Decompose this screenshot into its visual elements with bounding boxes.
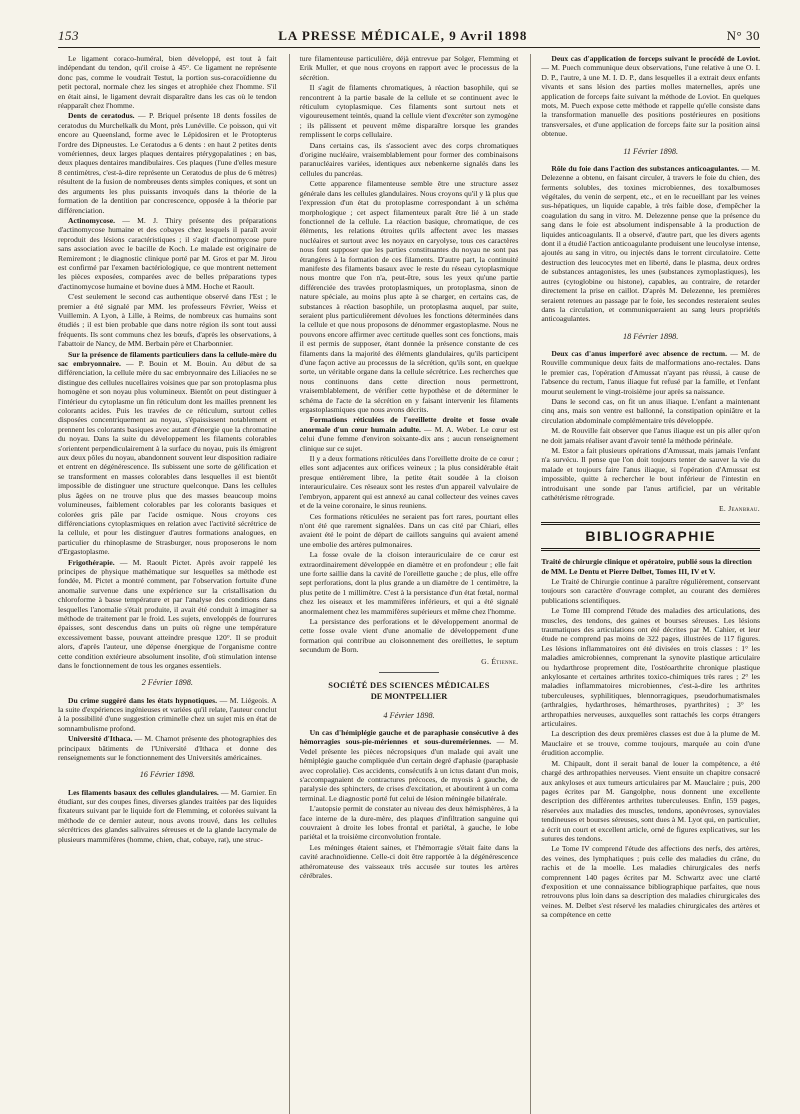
section-heading: Les filaments basaux des cellules glandulaires. [68, 787, 219, 797]
section-body: — M. Chamot présente des photographies des principaux bâtiments de l'Université d'Ithaca et donne des renseignements sur le fonctionnement des Universités américaines. [58, 734, 277, 763]
paragraph [58, 216, 277, 291]
author-signature: G. Étienne. [481, 656, 519, 666]
section-body: — M. A. Weber. Le cœur est celui d'une femme d'environ soixante-dix ans ; aucun renseignement clinique sur ce sujet. [299, 424, 519, 453]
society-title: SOCIÉTÉ DES SCIENCES MÉDICALES [328, 681, 490, 690]
paragraph: La description des deux premières classes est due à la plume de M. Mauclaire et se trouve, comme toujours, marquée au coin d'une érudition accomplie. [541, 729, 760, 758]
section-body: — M. Garnier. En étudiant, sur des coupes fines, diverses glandes traitées par des liquides fixateurs suivant par le liquide fort de Flemming, et colorées suivant la méthode de ce dernier auteur, nous avons trouvé, dans les cellules sécrétrices des glandes salivaires séreuses et de la glande lacrymale de plusieurs mammifères (homme, chien, chat, cobaye, rat), une struc- [58, 787, 277, 844]
paragraph: Le Tome IV comprend l'étude des affections des nerfs, des artères, des veines, des lymphatiques ; puis celle des maladies du crâne, du rachis et de la moelle. Les maladies chirurgicales des nerfs comprennent 140 pages écrites par M. Schwartz avec une clarté d'exposition et une connaissance bibliographique parfaites, que nous retrouvons plus loin dans sa description des maladies chirurgicales des veines. M. Delbet s'est réservé les maladies chirurgicales des artères et sa compétence en cette [541, 844, 760, 920]
section-body: — P. Bouin et M. Bouin. Au début de sa différenciation, la cellule mère du sac embryonnaire des Liliacées ne se distingue des cellules nucellaires voisines que par son protoplasma plus homogène et son noyau plus volumineux. Bientôt on peut distinguer à l'intérieur du cytoplasme un fin réticulum dont les mailles prennent les colorants acides. Puis les travées de ce réticulum, surtout celles disposées concentriquement au noyau, s'épaississent notablement et prennent les colorants basiques avec autant d'énergie que la chromatine du noyau. Dans la suite du développement les filaments colorables s'orientent perpendiculairement à la surface du noyau, puis ils émigrent aux deux pôles du noyau, abandonnent souvent leur disposition radiaire et entrent en dégénérescence. Ils subissent une sorte de gélification et se transforment en masses colorables dans lesquelles il est bientôt impossible de distinguer une structure quelconque. Dans les cellules plus âgées on ne trouve plus que des masses beaucoup moins volumineuses, faiblement colorables par les colorants basiques et colorées gris pâle par l'acide osmique. Nous croyons ces différenciations cytoplasmiques en relation avec l'activité sécrétrice de la cellule, et pour les distinguer d'autres formations analogues, en particulier du rhinoplasme de Strasburger, nous proposerons le nom d'Ergastoplasme. [58, 359, 277, 557]
page-number: 153 [58, 28, 79, 43]
section-heading: Sur la présence de filaments particuliers dans la cellule-mère du sac embryonnaire. [58, 349, 277, 368]
paragraph: C'est seulement le second cas authentique observé dans l'Est ; le premier a été signalé par MM. les professeurs Février, Weiss et Vuillemin. A Lyon, à Lille, à Reims, de nombreux cas humains sont étudiés ; il est bien probable que dans notre région ils sont tout aussi fréquents. Ils sont communs chez les bœufs, d'après les observations, à l'abattoir de Nancy, de MM. Berbain père et Charbonnier. [58, 292, 277, 349]
section-heading: Université d'Ithaca. [68, 734, 133, 744]
column-1 [58, 54, 277, 1114]
paragraph [300, 728, 519, 803]
paragraph: Il y a deux formations réticulées dans l'oreillette droite de ce cœur ; elles sont adjacentes aux orifices veineux ; la plus considérable était presque entièrement libre, la petite était soudée à la cloison interauriculaire. Ces réseaux sont les restes d'un appareil valvulaire de l'embryon, apparent qui est annexé au canal collecteur des veines caves et de la veine coronaire, le sinus reuniens. [299, 454, 519, 511]
paragraph: L'autopsie permit de constater au niveau des deux hémisphères, à la face interne de la dure-mère, des plaques d'infiltration sanguine qui couvraient à droite les lobes frontal et pariétal, à gauche, le lobe pariétal et la troisième circonvolution frontale. [299, 804, 519, 842]
section-body: — M. Raoult Pictet. Après avoir rappelé les principes de physique mathématique sur lesquelles sa méthode est fondée, M. Pictet a montré comment, par l'observation fortuite d'une anomalie survenue dans une expérience sur la cristallisation du chloroforme à basse température et par l'analyse des conditions dans lesquelles l'anomalie s'était produite, il avait été conduit à imaginer sa méthode de traitement par le froid. Les sujets, enveloppés de fourrures épaisses, sont descendus dans un puits où règne une température excessivement basse, pouvant atteindre presque 120°. Il se produit alors, d'après l'auteur, une dépense énergique de l'organisme contre cette condition extérieure absolument insolite, d'où stimulation intense dans le fonctionnement de tous les organes essentiels. [58, 557, 277, 670]
bibliography-heading: BIBLIOGRAPHIE [541, 522, 760, 551]
paragraph: Le Traité de Chirurgie continue à paraître régulièrement, conservant toujours son caractère d'ouvrage complet, au courant des dernières publications scientifiques. [541, 576, 760, 605]
section-body: — M. Delezenne a obtenu, en faisant circuler, à travers le foie du chien, des ferments solubles, des toxines microbiennes, des toxalbumoses végétales, du venin de serpent, etc., et en le recueillant par les veines sus-hépatiques, un liquide capable, à très faible dose, d'empêcher la coagulation du sang in vitro. M. Delezenne pense que la présence du sang dans le foie est absolument indispensable à la production de liquides anticoagulants. Il a observé, d'autre part, que les divers agents dont il a étudié l'action anticoagulante produisent une leucolyse intense, ajoutés au sang in vitro, ou injectés dans le torrent circulatoire. Cette destruction des leucocytes met en liberté, dans le plasma, deux ordres de substances antagonistes, les unes (substances zymoplastiques), les autres (cytoglobine ou histone), capables, au contraire, de retarder directement la prise en caillot. D'après M. Delezenne, les premières seraient retenues au passage par le foie, les secondes resteraient seules dans la circulation, et communiqueraient au sang leurs propriétés anticoagulantes. [541, 163, 760, 324]
society-city: DE MONTPELLIER [370, 692, 448, 702]
paragraph [300, 415, 519, 453]
author-signature: E. Jeanbrau. [718, 504, 760, 514]
divider [379, 672, 439, 673]
book-title: Traité de chirurgie clinique et opératoire, publié sous la direction de MM. Le Dentu et Pierre Delbet, Tomes III, IV et V. [541, 557, 752, 576]
paragraph [58, 734, 277, 762]
paragraph: M. Chipault, dont il serait banal de louer la compétence, a été chargé des arthropathies nerveuses. Vient ensuite un chapitre consacré aux ankyloses et aux tumeurs articulaires par M. Mauclaire ; puis, 200 pages écrites par M. Gangolphe, nous donnent une excellente description des différentes arthrites tuberculeuses. Enfin, 159 pages, réservées aux maladies des muscles, tendons, aponévroses, synoviales tendineuses et bourses séreuses, sont dues à M. Lyot qui, en particulier, a écrit un court et excellent article, orné de figures explicatives, sur les sutures des tendons. [541, 758, 760, 843]
paragraph [541, 349, 760, 396]
paragraph: La persistance des perforations et le développement anormal de cette fosse ovale vient d'une anomalie de développement d'une formation qui contribue au cloisonnement des oreillettes, le septum secundum de Born. [299, 616, 519, 655]
paragraph: Dans certains cas, ils s'associent avec des corps chromatiques d'origine nucléaire, vraisemblablement pour former des combinaisons paranucléaires variées, identiques aux nebenkerne signalés dans les cellules du pancréas. [299, 140, 519, 178]
issue-number: N° 30 [726, 28, 760, 43]
section-heading: Rôle du foie dans l'action des substances anticoagulantes. [551, 163, 740, 173]
paragraph: La fosse ovale de la cloison interauriculaire de ce cœur est extraordinairement développée en diamètre et en profondeur ; elle fait une forte saillie dans la cavité de l'oreillette gauche ; de plus, elle offre sept perforations, dont la plus grande a un diamètre de 1 centimètre, la plus petite de 1 millimètre. C'est à la persistance d'un état fœtal, normal chez les oiseaux et les mammifères inférieurs, et qui a été signalé anormalement chez les mammifères supérieurs et même chez l'homme. [299, 550, 519, 616]
session-date: 4 Février 1898. [383, 710, 435, 720]
paragraph [58, 350, 277, 557]
journal-title: LA PRESSE MÉDICALE, 9 Avril 1898 [278, 28, 528, 43]
column-2 [289, 54, 519, 1114]
paragraph: Cette apparence filamenteuse semble être une structure assez générale dans les cellules glandulaires. Nous croyons qu'il y là plus que l'expression d'un état du protoplasme correspondant à un schéma morphologique ; cet aspect filamenteux paraît être lié à un stade fonctionnel de la cellule. La réaction basique, chromatique, de ces éléments, les relations étroites qu'ils affectent avec les masses nucléaires et surtout avec les noyaux en caryolyse, tous ces caractères nous font supposer que les parties constituantes du noyau ne sont pas étrangères à la formation de ces filaments. D'autre part, la continuité manifeste des filaments basaux avec le reste du réseau cytoplasmique nous montre que l'on n'a, peut-être, sous les yeux qu'une partie différenciée des travées protoplasmiques, un protoplasma, sinon de nature spéciale, au moins plus apte à se charger, en certains cas, de substances à réaction basophile, un protoplasma auquel, par suite, seraient plus particulièrement dévolues les fonctions déterminées dans la cellule et que nous proposons de dénommer ergastoplasme. Nous ne pouvons encore affirmer avec certitude quelles sont ces fonctions, mais il est permis de supposer, étant donnée la présence constante de ces filaments dans la majorité des éléments glandulaires, qu'ils participent d'une façon active au processus de la sécrétion, qu'ils sont, en quelque sorte, un véritable organe dans la cellule sécrétrice. Les recherches que nous continuons dans cette direction nous permettront, vraisemblablement, de vérifier cette hypothèse et de déterminer le schéma de l'acte de la sécrétion en y faisant intervenir les filaments ergastoplasmiques que nous avons décrits. [299, 179, 519, 415]
paragraph: ture filamenteuse particulière, déjà entrevue par Solger, Flemming et Erik Muller, et que nous croyons en rapport avec le processus de la sécrétion. [299, 54, 519, 82]
paragraph [541, 54, 760, 139]
paragraph [58, 558, 277, 671]
paragraph: Les méninges étaient saines, et l'hémorragie s'était faite dans la cavité arachnoïdienne. Celle-ci doit être rapportée à la dégénérescence athéromateuse des vaisseaux très accusée sur toutes les artères cérébrales. [299, 842, 519, 881]
paragraph: Ces formations réticulées ne seraient pas fort rares, pourtant elles n'ont été que rarement signalées. Dans un cas cité par Chiari, elles avaient été le point de départ de caillots sanguins qui avaient amené une embolie des artères pulmonaires. [299, 511, 519, 549]
paragraph: Le Tome III comprend l'étude des maladies des articulations, des muscles, des tendons, des gaines et bourses séreuses. Les lésions traumatiques des articulations ont été décrites par M. Cahier, et leur étude ne comprend pas moins de 322 pages, illustrées de 117 figures. Les lésions inflammatoires ont été divisées en trois classes : 1° les maladies amicrobiennes, comprenant la synovite plastique articulaire ou hydarthrose proprement dite, l'ostéoarthrite chronique plastique ankylosante et certaines arthrites toxico-chimiques très rares ; 2° les maladies inflammatoires microbiennes, c'est-à-dire les arthrites tuberculeuses, syphilitiques, blennorragiques, pseudorhumatismales (arthralgies, hydarthroses, hémarthroses, pyarthrites) ; 3° les arthropathies nerveuses, auxquelles sont rattachés les corps étrangers articulaires. [541, 606, 760, 729]
column-3 [530, 54, 760, 1114]
section-body: — M. Liégeois. A la suite d'expériences ingénieuses et variées qu'il relate, l'auteur conclut à la possibilité d'une suggestion criminelle chez un sujet mis en état de somnambulisme profond. [58, 695, 277, 733]
section-body: — M. de Rouville communique deux faits de malformations ano-rectales. Dans le premier cas, l'opération d'Amussat n'ayant pas réussi, à cause de l'absence du rectum, l'anus iliaque fut refusé par la famille, et l'enfant mourut seulement le vingt-troisième jour après sa naissance. [541, 348, 760, 396]
running-header [58, 28, 760, 48]
paragraph [58, 111, 277, 214]
section-body: — M. Puech communique deux observations, l'une relative à une O. I. D. P., l'autre, à une M. I. D. P., dans lesquelles il a extrait deux enfants vivants et sans lésion des parties molles maternelles, après une application de forceps faite suivant la méthode de Loviot. En quelques mots, M. Puech expose cette méthode et rappelle qu'elle consiste dans la transformation manuelle des positions postérieures en positions transversales, et d'une application de forceps faite sur la position ainsi obtenue. [541, 63, 760, 139]
section-heading: Frigothérapie. [68, 557, 115, 567]
paragraph [541, 164, 760, 324]
paragraph: Le ligament coraco-huméral, bien développé, est tout à fait indépendant du tendon, qu'il croise à 45°. Ce ligament ne représente donc pas, comme le voudrait Testut, la portion sus-coracoïdienne du petit pectoral, normale chez les singes et atrophiée chez l'homme. S'il en était ainsi, le ligament devrait disparaître dans les cas où le tendon réapparaît chez l'homme. [58, 54, 277, 111]
section-heading: Du crime suggéré dans les états hypnotiques. [68, 695, 217, 705]
section-heading: Deux cas d'anus imperforé avec absence de rectum. [551, 348, 727, 358]
paragraph: M. de Rouville fait observer que l'anus iliaque est un pis aller qu'on ne doit jamais réaliser avant d'avoir tenté la méthode périnéale. [541, 426, 760, 445]
section-body: — M. J. Thiry présente des préparations d'actinomycose humaine et des cobayes chez lesquels il paraît avoir reproduit des lésions caractéristiques ; il s'agit d'actinomycose pure sans association avec le bacille de Koch. Le malade est originaire de Remiremont ; le diagnostic clinique porté par M. Gros et par M. Jirou est confirmé par l'examen bactériologique, ce que montrent nettement les pièces exposées, comparées avec de belles préparations types d'actinomycose humaine et bovine dues à MM. Hoche et Raoult. [58, 215, 277, 291]
section-heading: Formations réticulées de l'oreillette droite et fosse ovale anormale d'un cœur humain adulte. [299, 415, 519, 434]
section-heading: Un cas d'hémiplégie gauche et de paraphasie consécutive à des hémorragies sous-pie-mériennes et sous-duremériennes. [299, 728, 519, 747]
section-heading: Dents de ceratodus. [68, 111, 135, 121]
columns [58, 54, 760, 1114]
paragraph [58, 696, 277, 734]
section-body: — M. Vedel présente les pièces nécropsiques d'un malade qui avait une hémiplégie gauche compliquée d'un certain degré d'aphasie (paraphasie avec coprolalie). Ces accidents, consécutifs à un ictus datant d'un mois, s'accompagnaient de contractures précoces, de myosis à gauche, de paralysie des sphincters, de crises d'excitation, et aboutirent à un coma terminal. Le diagnostic porté fut celui de lésion méningée bilatérale. [299, 737, 519, 803]
session-date: 18 Février 1898. [623, 331, 679, 341]
session-date: 11 Février 1898. [623, 146, 678, 156]
section-body: — P. Briquel présente 18 dents fossiles de ceratodus du Murchelkalk du Mont, près Lunéville. Ce poisson, qui vit encore au Queensland, forme avec le Lépidosiren et le Protopterus l'ordre des Dipneustes. Le Ceratodus a 6 dents : en haut 2 petites dents vomériennes, deux larges plaques dentaires ptérygopalatines ; en bas, deux plaques dentaires mandibulaires. Ces plaques (l'une d'elles mesure 8 centimètres, c'est-à-dire représente un Ceratodus de plus de 6 mètres) résultent de la fusion de nombreuses dents simples coniques, et sont un des arguments les plus puissants invoqués dans la théorie de la formation de la dentition par concrescence, opposée à la théorie par différenciation. [58, 111, 277, 215]
section-heading: Deux cas d'application de forceps suivant le procédé de Loviot. [551, 54, 760, 63]
session-date: 16 Février 1898. [139, 770, 195, 780]
paragraph [58, 788, 277, 844]
section-heading: Actinomycose. [68, 215, 116, 225]
paragraph: M. Estor a fait plusieurs opérations d'Amussat, mais jamais l'enfant n'a survécu. Il pense que l'on doit toujours tenter de sauver la vie du malade et toujours faire l'anus iliaque, si l'opération d'Amussat est impossible, quitte à rechercher le bout inférieur de l'intestin en introduisant une sonde par l'anus artificiel, par un véritable cathétérisme rétrograde. [541, 445, 760, 502]
paragraph: Dans le second cas, on fit un anus iliaque. L'enfant a maintenant cinq ans, mais son ventre est ballonné, la constipation opiniâtre et la circulation abdominale complémentaire très développée. [541, 396, 760, 425]
session-date: 2 Février 1898. [141, 678, 193, 688]
paragraph: Il s'agit de filaments chromatiques, à réaction basophile, qui se rencontrent à la partie basale de la cellule et se continuent avec le réticulum cytoplasmique. Ces filaments sont surtout nets et vigoureusement teintés, quand la cellule vient d'excréter son zymogène ; ils pâlissent et peuvent même disparaître lorsque les grandes remplissent le corps cellulaire. [299, 83, 519, 140]
